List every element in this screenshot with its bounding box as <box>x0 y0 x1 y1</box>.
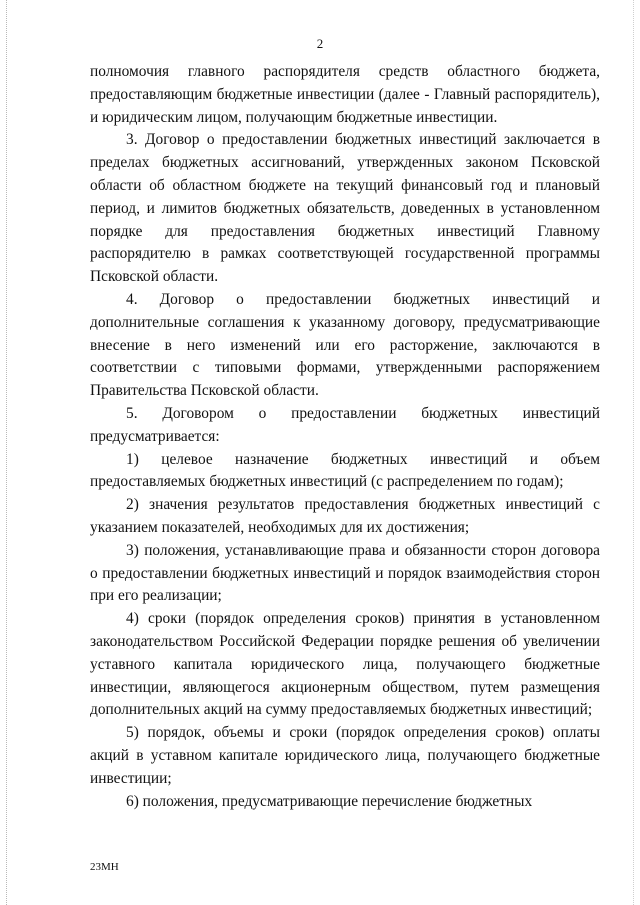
paragraph-2: 3. Договор о предоставлении бюджетных инвестиций заключается в пределах бюджетных ассигнований, утвержденных законом Псковской области об областном бюджете на текущий финансовый год и плановый период, и лимитов бюджетных обязательств, доведенных в установленном порядке для предоставления бюджетных инвестиций Главному распорядителю в рамках соответствующей государственной программы Псковской области. <box>90 131 600 286</box>
paragraph-4: 5. Договором о предоставлении бюджетных инвестиций предусматривается: <box>90 404 600 445</box>
scan-edge-right <box>633 0 635 905</box>
paragraph-1: полномочия главного распорядителя средств областного бюджета, предоставляющим бюджетные инвестиции (далее - Главный распорядитель), и юридическим лицом, получающим бюджетные инвестиции. <box>90 63 600 126</box>
document-body <box>90 61 600 813</box>
paragraph-9: 5) порядок, объемы и сроки (порядок определения сроков) оплаты акций в уставном капитале юридического лица, получающего бюджетные инвестиции; <box>90 724 600 787</box>
scan-edge-left <box>6 0 8 905</box>
paragraph-5: 1) целевое назначение бюджетных инвестиций и объем предоставляемых бюджетных инвестиций (с распределением по годам); <box>90 450 600 491</box>
paragraph-3: 4. Договор о предоставлении бюджетных инвестиций и дополнительные соглашения к указанному договору, предусматривающие внесение в него изменений или его расторжение, заключаются в соответствии с типовыми формами, утвержденными распоряжением Правительства Псковской области. <box>90 290 600 400</box>
paragraph-8: 4) сроки (порядок определения сроков) принятия в установленном законодательством Российской Федерации порядке решения об увеличении уставного капитала юридического лица, получающего бюджетные инвестиции, являющегося акционерным обществом, путем размещения дополнительных акций на сумму предоставляемых бюджетных инвестиций; <box>90 610 600 719</box>
paragraph-6: 2) значения результатов предоставления бюджетных инвестиций с указанием показателей, необходимых для их достижения; <box>90 496 600 536</box>
paragraph-10: 6) положения, предусматривающие перечисление бюджетных <box>126 792 533 810</box>
page-number: 2 <box>316 36 324 51</box>
paragraph-7: 3) положения, устанавливающие права и обязанности сторон договора о предоставлении бюджетных инвестиций и порядок взаимодействия сторон при его реализации; <box>90 541 600 605</box>
document-footer-code: 23МН <box>90 861 119 873</box>
